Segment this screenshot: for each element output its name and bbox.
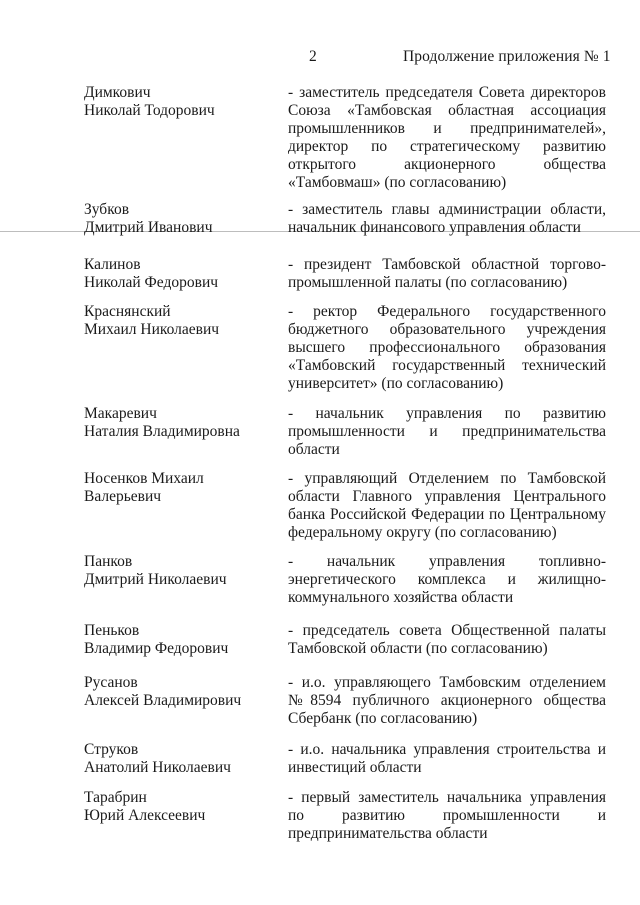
member-name-line: Калинов <box>84 256 141 273</box>
member-name-line: Валерьевич <box>84 488 162 505</box>
member-position-description <box>288 789 606 843</box>
member-name-line: Анатолий Николаевич <box>84 759 231 776</box>
member-position-description <box>288 470 606 542</box>
member-position-line: начальник финансового управления области <box>288 219 581 236</box>
member-position-description <box>288 622 606 658</box>
member-position-line: - заместитель главы администрации области, <box>288 201 606 218</box>
member-position-line: - президент Тамбовской областной торгово- <box>288 256 606 273</box>
member-position-line: области <box>288 441 340 458</box>
member-position-line: промышленности и предпринимательства <box>288 423 606 440</box>
member-position-line: бюджетного образовательного учреждения <box>288 321 606 338</box>
member-position-line: инвестиций области <box>288 759 422 776</box>
member-position-line: - начальник управления по развитию <box>288 405 606 422</box>
member-position-line: «Тамбовмаш» (по согласованию) <box>288 174 507 191</box>
member-position-line: банка Российской Федерации по Центральному <box>288 506 606 523</box>
member-position-line: - начальник управления топливно- <box>288 553 606 570</box>
member-name-line: Николай Федорович <box>84 274 219 291</box>
member-name <box>84 201 279 237</box>
member-name <box>84 789 279 825</box>
member-name <box>84 405 279 441</box>
member-name <box>84 256 279 292</box>
appendix-continuation-note: Продолжение приложения № 1 <box>403 48 611 65</box>
member-position-line: предпринимательства области <box>288 825 488 842</box>
member-position-line: по развитию промышленности и <box>288 807 606 824</box>
member-name-line: Зубков <box>84 201 130 218</box>
member-position-line: промышленной палаты (по согласованию) <box>288 274 568 291</box>
member-name <box>84 622 279 658</box>
member-position-line: Сбербанк (по согласованию) <box>288 710 478 727</box>
member-name-line: Тарабрин <box>84 789 147 806</box>
member-position-line: - первый заместитель начальника управления <box>288 789 606 806</box>
member-position-line: директор по стратегическому развитию <box>288 138 606 155</box>
member-name-line: Владимир Федорович <box>84 640 229 657</box>
member-position-line: - председатель совета Общественной палаты <box>288 622 606 639</box>
member-position-line: «Тамбовский государственный технический <box>288 357 606 374</box>
member-name-line: Носенков Михаил <box>84 470 204 487</box>
member-position-line: - и.о. управляющего Тамбовским отделением <box>288 674 606 691</box>
member-name <box>84 470 279 506</box>
member-position-line: - и.о. начальника управления строительства и <box>288 741 606 758</box>
member-name-line: Николай Тодорович <box>84 102 215 119</box>
member-position-description <box>288 303 606 393</box>
member-name-line: Дмитрий Николаевич <box>84 571 227 588</box>
member-position-line: коммунального хозяйства области <box>288 589 514 606</box>
member-name <box>84 741 279 777</box>
member-name-line: Струков <box>84 741 139 758</box>
member-position-line: - ректор Федерального государственного <box>288 303 606 320</box>
member-position-line: Тамбовской области (по согласованию) <box>288 640 548 657</box>
member-name <box>84 84 279 120</box>
member-position-line: - управляющий Отделением по Тамбовской <box>288 470 606 487</box>
member-position-description <box>288 84 606 192</box>
member-name-line: Пеньков <box>84 622 140 639</box>
member-position-description <box>288 741 606 777</box>
member-position-description <box>288 405 606 459</box>
member-name-line: Панков <box>84 553 133 570</box>
member-position-line: федеральному округу (по согласованию) <box>288 524 557 541</box>
member-name-line: Дмитрий Иванович <box>84 219 213 236</box>
member-name <box>84 303 279 339</box>
member-name-line: Юрий Алексеевич <box>84 807 206 824</box>
member-position-description <box>288 553 606 607</box>
member-position-line: №8594 публичного акционерного общества <box>288 692 606 709</box>
member-position-line: Союза «Тамбовская областная ассоциация <box>288 102 606 119</box>
member-position-description <box>288 256 606 292</box>
page-number: 2 <box>309 48 317 65</box>
member-position-line: энергетического комплекса и жилищно- <box>288 571 606 588</box>
member-name-line: Алексей Владимирович <box>84 692 242 709</box>
member-name <box>84 674 279 710</box>
member-position-line: открытого акционерного общества <box>288 156 606 173</box>
member-name <box>84 553 279 589</box>
member-position-line: - заместитель председателя Совета директоров <box>288 84 606 101</box>
member-name-line: Краснянский <box>84 303 171 320</box>
member-name-line: Русанов <box>84 674 138 691</box>
member-position-line: университет» (по согласованию) <box>288 375 504 392</box>
member-name-line: Наталия Владимировна <box>84 423 240 440</box>
member-name-line: Димкович <box>84 84 151 101</box>
member-name-line: Макаревич <box>84 405 157 422</box>
member-position-line: промышленников и предпринимателей», <box>288 120 606 137</box>
member-position-line: высшего профессионального образования <box>288 339 606 356</box>
member-name-line: Михаил Николаевич <box>84 321 220 338</box>
member-position-description <box>288 201 606 237</box>
member-position-line: области Главного управления Центрального <box>288 488 606 505</box>
member-position-description <box>288 674 606 728</box>
